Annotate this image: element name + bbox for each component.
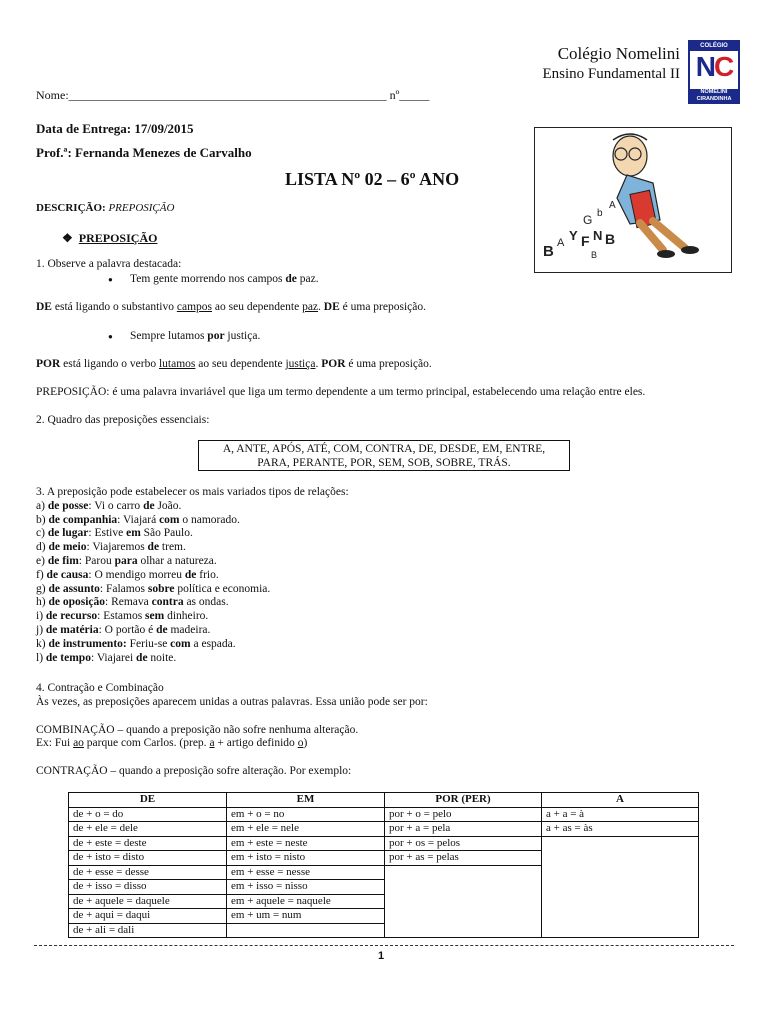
table-cell: em + isso = nisso bbox=[227, 880, 385, 895]
page-divider bbox=[34, 945, 734, 946]
student-reading-drawing bbox=[535, 128, 731, 272]
svg-text:B: B bbox=[591, 250, 598, 260]
table-cell: por + a = pela bbox=[385, 822, 542, 837]
table-header: A bbox=[542, 793, 699, 808]
list-item: a) de posse: Vi o carro de João. bbox=[36, 499, 182, 512]
combination-example: Ex: Fui ao parque com Carlos. (prep. a + artigo definido o) bbox=[36, 737, 308, 750]
table-cell: de + ele = dele bbox=[69, 822, 227, 837]
list-item: j) de matéria: O portão é de madeira. bbox=[36, 623, 211, 636]
svg-text:A: A bbox=[609, 200, 616, 211]
student-illustration bbox=[534, 127, 732, 273]
table-cell: de + ali = dali bbox=[69, 923, 227, 938]
list-item: k) de instrumento: Feriu-se com a espada. bbox=[36, 637, 236, 650]
list-item: g) de assunto: Falamos sobre política e economia. bbox=[36, 582, 271, 595]
svg-text:B: B bbox=[543, 243, 554, 260]
logo-mark: NC bbox=[695, 51, 733, 82]
list-item: f) de causa: O mendigo morreu de frio. bbox=[36, 568, 219, 581]
table-cell: de + isto = disto bbox=[69, 851, 227, 866]
table-cell: em + este = neste bbox=[227, 836, 385, 851]
list-item: l) de tempo: Viajarei de noite. bbox=[36, 651, 177, 664]
table-cell: por + os = pelos bbox=[385, 836, 542, 851]
table-cell: de + aquele = daquele bbox=[69, 894, 227, 909]
school-subtitle: Ensino Fundamental II bbox=[542, 66, 680, 82]
table-cell: por + o = pelo bbox=[385, 807, 542, 822]
svg-text:N: N bbox=[593, 228, 603, 243]
definition: PREPOSIÇÃO: é uma palavra invariável que liga um termo dependente a um termo principal, estabelecendo uma relação entre eles. bbox=[36, 386, 646, 398]
table-cell: em + isto = nisto bbox=[227, 851, 385, 866]
list-item: b) de companhia: Viajará com o namorado. bbox=[36, 513, 240, 526]
example-sentence-1: ● Tem gente morrendo nos campos de paz. bbox=[130, 273, 319, 285]
list-item: d) de meio: Viajaremos de trem. bbox=[36, 541, 186, 554]
table-row bbox=[69, 807, 699, 822]
table-cell bbox=[227, 923, 385, 938]
delivery-date: Data de Entrega: 17/09/2015 bbox=[36, 121, 194, 136]
svg-text:A: A bbox=[557, 237, 565, 249]
school-logo bbox=[688, 40, 740, 104]
combination-definition: COMBINAÇÃO – quando a preposição não sofre nenhuma alteração. bbox=[36, 723, 359, 736]
page-number: 1 bbox=[378, 950, 385, 962]
item1-intro: 1. Observe a palavra destacada: bbox=[36, 258, 182, 270]
table-row bbox=[69, 836, 699, 851]
example-sentence-2: ● Sempre lutamos por justiça. bbox=[130, 330, 260, 342]
table-cell: em + o = no bbox=[227, 807, 385, 822]
table-cell bbox=[385, 865, 542, 938]
table-cell: de + aqui = daqui bbox=[69, 909, 227, 924]
svg-text:G: G bbox=[583, 213, 593, 227]
table-cell: de + esse = desse bbox=[69, 865, 227, 880]
teacher-name: Prof.ª: Fernanda Menezes de Carvalho bbox=[36, 145, 252, 160]
contraction-definition: CONTRAÇÃO – quando a preposição sofre alteração. Por exemplo: bbox=[36, 765, 352, 778]
logo-top-text: COLÉGIO bbox=[690, 42, 738, 51]
name-field-line: Nome:_____________________________________________________ nº_____ bbox=[36, 88, 430, 102]
svg-text:F: F bbox=[581, 233, 590, 249]
svg-text:B: B bbox=[605, 231, 616, 247]
table-cell: em + ele = nele bbox=[227, 822, 385, 837]
table-cell bbox=[542, 836, 699, 938]
table-header: DE bbox=[69, 793, 227, 808]
svg-text:Y: Y bbox=[569, 228, 578, 243]
prepositions-box: A, ANTE, APÓS, ATÉ, COM, CONTRA, DE, DESDE, EM, ENTRE, PARA, PERANTE, POR, SEM, SOB, SOBRE, TRÁS. bbox=[198, 440, 570, 471]
page-title: LISTA Nº 02 – 6º ANO bbox=[285, 169, 460, 189]
table-cell: em + um = num bbox=[227, 909, 385, 924]
table-cell: em + aquele = naquele bbox=[227, 894, 385, 909]
table-cell: de + isso = disso bbox=[69, 880, 227, 895]
contraction-table bbox=[68, 792, 699, 938]
school-name: Colégio Nomelini bbox=[557, 44, 680, 63]
list-item: e) de fim: Parou para olhar a natureza. bbox=[36, 554, 217, 567]
svg-text:b: b bbox=[597, 208, 603, 219]
list-item: c) de lugar: Estive em São Paulo. bbox=[36, 527, 193, 540]
table-cell: de + o = do bbox=[69, 807, 227, 822]
table-cell: em + esse = nesse bbox=[227, 865, 385, 880]
item2-intro: 2. Quadro das preposições essenciais: bbox=[36, 414, 210, 426]
table-row bbox=[69, 822, 699, 837]
list-item: h) de oposição: Remava contra as ondas. bbox=[36, 596, 229, 609]
logo-bottom-text: NOMELINI CIRANDINHA bbox=[690, 89, 738, 102]
relations-list: 3. A preposição pode estabelecer os mais variados tipos de relações: a) de posse: Vi o carro de João. b) de companhia: Viajará com o namorado. c) de lugar: Estive em São Paulo. d) de meio: Viajaremos de trem. e) de fim: Parou para olhar a natureza. f) de causa: O mendigo morreu de frio. g) de assunto: Falamos sobre política e economia. h) de oposição: Remava contra as ondas. i) de recurso: Estamos sem dinheiro. j) de matéria: O portão é de madeira. k) de instrumento: Feriu-se com a espada. l) de tempo: Viajarei de noite. bbox=[36, 486, 349, 664]
table-header: POR (PER) bbox=[385, 793, 542, 808]
table-header-row bbox=[69, 793, 699, 808]
table-header: EM bbox=[227, 793, 385, 808]
explanation-1: DE está ligando o substantivo campos ao seu dependente paz. DE é uma preposição. bbox=[36, 301, 426, 313]
explanation-2: POR está ligando o verbo lutamos ao seu dependente justiça. POR é uma preposição. bbox=[36, 358, 432, 370]
item4-block bbox=[36, 682, 428, 779]
table-cell: a + a = à bbox=[542, 807, 699, 822]
diamond-bullet-icon: ❖ bbox=[62, 231, 73, 245]
item4-title: 4. Contração e Combinação bbox=[36, 682, 164, 694]
table-cell: de + este = deste bbox=[69, 836, 227, 851]
item4-intro: Às vezes, as preposições aparecem unidas a outras palavras. Essa união pode ser por: bbox=[36, 695, 428, 708]
list-item: i) de recurso: Estamos sem dinheiro. bbox=[36, 610, 209, 623]
description: DESCRIÇÃO: PREPOSIÇÃO bbox=[36, 202, 175, 214]
table-cell: por + as = pelas bbox=[385, 851, 542, 866]
section-heading: ❖ PREPOSIÇÃO bbox=[62, 231, 158, 245]
table-cell: a + as = às bbox=[542, 822, 699, 837]
